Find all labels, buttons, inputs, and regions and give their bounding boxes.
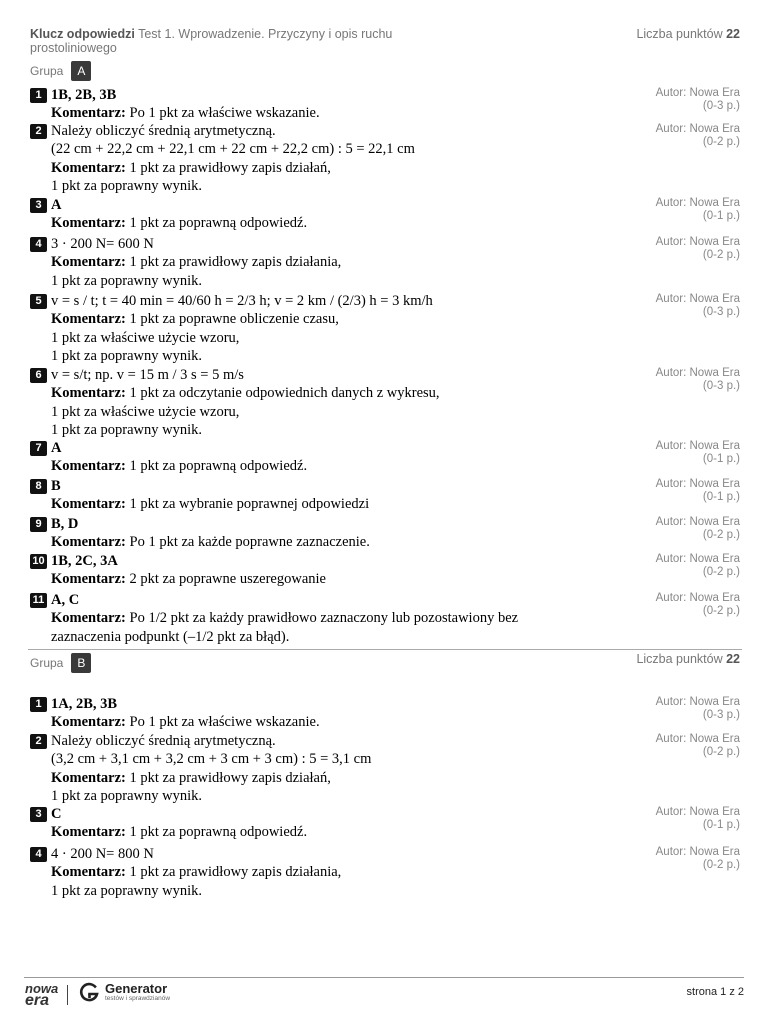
comment-text-line-2: 1 pkt za właściwe użycie wzoru, <box>51 403 240 420</box>
comment-text: 2 pkt za poprawne uszeregowanie <box>129 571 326 588</box>
points-range: (0-2 p.) <box>702 746 740 758</box>
question-number-badge: 11 <box>30 593 47 608</box>
question-number-badge: 2 <box>30 734 47 749</box>
points-range: (0-1 p.) <box>702 453 740 465</box>
question-number-badge: 1 <box>30 88 47 103</box>
question-3 <box>30 196 740 233</box>
comment-label: Komentarz: <box>51 769 126 786</box>
generator-logo <box>78 981 170 1003</box>
points-range: (0-2 p.) <box>702 859 740 871</box>
document-title <box>30 27 450 55</box>
author-label: Autor: Nowa Era <box>655 478 740 490</box>
author-label: Autor: Nowa Era <box>655 553 740 565</box>
question-b-4 <box>30 845 740 900</box>
answer-text: Należy obliczyć średnią arytmetyczną. <box>51 733 276 749</box>
comment-text-line-2: 1 pkt za poprawny wynik. <box>51 272 203 289</box>
footer-logo-divider <box>67 985 68 1005</box>
question-meta <box>656 478 740 504</box>
comment-label: Komentarz: <box>51 254 126 271</box>
question-number-badge: 4 <box>30 237 47 252</box>
points-range: (0-3 p.) <box>702 709 740 721</box>
page-header <box>30 27 740 55</box>
comment-label: Komentarz: <box>51 824 126 841</box>
author-label: Autor: Nowa Era <box>655 806 740 818</box>
comment-label: Komentarz: <box>51 571 126 588</box>
group-b-heading <box>30 653 91 673</box>
comment-text: Po 1/2 pkt za każdy prawidłowo zaznaczony lub pozostawiony bez <box>129 610 519 627</box>
comment-label: Komentarz: <box>51 311 126 328</box>
question-7 <box>30 439 740 476</box>
comment-text: Po 1 pkt za właściwe wskazanie. <box>129 105 320 122</box>
question-meta <box>656 553 740 579</box>
question-number-badge: 10 <box>30 554 47 569</box>
logo-nowa-text: nowa <box>25 981 59 996</box>
answer-text: 3 · 200 N= 600 N <box>51 236 154 252</box>
comment-text: 1 pkt za poprawną odpowiedź. <box>129 824 308 841</box>
comment-text-line-3: 1 pkt za poprawny wynik. <box>51 347 203 364</box>
answer-text: v = s / t; t = 40 min = 40/60 h = 2/3 h; v = 2 km / (2/3) h = 3 km/h <box>51 293 433 309</box>
generator-title: Generator <box>105 980 168 996</box>
answer-text-line-2: (22 cm + 22,2 cm + 22,1 cm + 22 cm + 22,2 cm) : 5 = 22,1 cm <box>51 141 415 158</box>
page-number: strona 1 z 2 <box>686 986 744 998</box>
question-b-3 <box>30 805 740 842</box>
points-range: (0-3 p.) <box>702 100 740 112</box>
points-range: (0-2 p.) <box>702 605 740 617</box>
total-points-value: 22 <box>726 27 740 41</box>
question-number-badge: 2 <box>30 124 47 139</box>
answer-key-label: Klucz odpowiedzi <box>30 27 135 41</box>
question-number-badge: 9 <box>30 517 47 532</box>
points-range: (0-1 p.) <box>702 819 740 831</box>
answer-text: A <box>51 440 62 456</box>
question-meta <box>656 367 740 393</box>
comment-text: 1 pkt za poprawną odpowiedź. <box>129 215 308 232</box>
question-number-badge: 7 <box>30 441 47 456</box>
question-number-badge: 5 <box>30 294 47 309</box>
footer-divider <box>24 977 744 978</box>
answer-text-line-2: (3,2 cm + 3,1 cm + 3,2 cm + 3 cm + 3 cm) : 5 = 3,1 cm <box>51 751 372 768</box>
comment-text: Po 1 pkt za właściwe wskazanie. <box>129 714 320 731</box>
question-meta <box>656 440 740 466</box>
author-label: Autor: Nowa Era <box>655 440 740 452</box>
author-label: Autor: Nowa Era <box>655 123 740 135</box>
total-points-label: Liczba punktów <box>636 27 723 41</box>
author-label: Autor: Nowa Era <box>655 733 740 745</box>
question-10 <box>30 552 740 589</box>
question-number-badge: 3 <box>30 807 47 822</box>
author-label: Autor: Nowa Era <box>655 293 740 305</box>
comment-text: 1 pkt za poprawne obliczenie czasu, <box>129 311 339 328</box>
group-letter-badge: A <box>71 61 91 81</box>
author-label: Autor: Nowa Era <box>655 236 740 248</box>
question-11 <box>30 591 740 646</box>
answer-text: 1B, 2C, 3A <box>51 553 118 569</box>
comment-label: Komentarz: <box>51 534 126 551</box>
author-label: Autor: Nowa Era <box>655 846 740 858</box>
author-label: Autor: Nowa Era <box>655 696 740 708</box>
answer-text: A, C <box>51 592 80 608</box>
comment-text: 1 pkt za wybranie poprawnej odpowiedzi <box>129 496 370 513</box>
comment-label: Komentarz: <box>51 159 126 176</box>
comment-text-line-2: 1 pkt za poprawny wynik. <box>51 787 203 804</box>
points-range: (0-2 p.) <box>702 136 740 148</box>
question-meta <box>656 87 740 113</box>
comment-label: Komentarz: <box>51 105 126 122</box>
question-5 <box>30 292 740 365</box>
comment-label: Komentarz: <box>51 864 126 881</box>
question-meta <box>656 846 740 872</box>
question-number-badge: 6 <box>30 368 47 383</box>
generator-subtitle: testów i sprawdzianów <box>105 994 171 1002</box>
answer-text: 1A, 2B, 3B <box>51 696 118 712</box>
comment-label: Komentarz: <box>51 458 126 475</box>
comment-text-line-2: 1 pkt za poprawny wynik. <box>51 882 203 899</box>
comment-text-line-3: 1 pkt za poprawny wynik. <box>51 421 203 438</box>
question-meta <box>656 516 740 542</box>
points-range: (0-3 p.) <box>702 306 740 318</box>
question-meta <box>656 696 740 722</box>
points-range: (0-1 p.) <box>702 491 740 503</box>
question-number-badge: 3 <box>30 198 47 213</box>
generator-g-icon <box>78 981 100 1003</box>
comment-label: Komentarz: <box>51 385 126 402</box>
question-1 <box>30 86 740 123</box>
comment-text: Po 1 pkt za każde poprawne zaznaczenie. <box>129 534 370 551</box>
comment-text: 1 pkt za prawidłowy zapis działań, <box>129 769 331 786</box>
question-6 <box>30 366 740 439</box>
comment-text-line-2: 1 pkt za właściwe użycie wzoru, <box>51 329 240 346</box>
answer-text: Należy obliczyć średnią arytmetyczną. <box>51 123 276 139</box>
question-b-2 <box>30 732 740 805</box>
question-meta <box>656 123 740 149</box>
group-separator <box>28 649 742 650</box>
question-number-badge: 1 <box>30 697 47 712</box>
points-range: (0-3 p.) <box>702 380 740 392</box>
group-label: Grupa <box>30 656 64 670</box>
comment-label: Komentarz: <box>51 714 126 731</box>
question-8 <box>30 477 740 514</box>
logo-era-text: era <box>25 992 50 1009</box>
comment-label: Komentarz: <box>51 496 126 513</box>
answer-text: B <box>51 478 61 494</box>
question-b-1 <box>30 695 740 732</box>
question-meta <box>656 806 740 832</box>
group-a-heading <box>30 61 91 81</box>
author-label: Autor: Nowa Era <box>655 367 740 379</box>
author-label: Autor: Nowa Era <box>655 592 740 604</box>
question-meta <box>656 592 740 618</box>
question-meta <box>656 236 740 262</box>
comment-text: 1 pkt za poprawną odpowiedź. <box>129 458 308 475</box>
answer-text: B, D <box>51 516 79 532</box>
test-title-continued: prostoliniowego <box>30 41 117 55</box>
comment-text: 1 pkt za odczytanie odpowiednich danych z wykresu, <box>129 385 440 402</box>
points-range: (0-1 p.) <box>702 210 740 222</box>
points-range: (0-2 p.) <box>702 566 740 578</box>
nowa-era-logo <box>25 983 58 1008</box>
total-points <box>636 27 740 41</box>
group-b-total-points <box>636 652 740 666</box>
total-points-label: Liczba punktów <box>636 652 723 666</box>
question-meta <box>656 197 740 223</box>
question-2 <box>30 122 740 195</box>
points-range: (0-2 p.) <box>702 529 740 541</box>
question-4 <box>30 235 740 290</box>
answer-text: 1B, 2B, 3B <box>51 87 117 103</box>
total-points-value: 22 <box>726 652 740 666</box>
group-letter-badge: B <box>71 653 91 673</box>
comment-text: 1 pkt za prawidłowy zapis działań, <box>129 159 331 176</box>
answer-text: v = s/t; np. v = 15 m / 3 s = 5 m/s <box>51 367 244 383</box>
answer-text: C <box>51 806 62 822</box>
answer-text: A <box>51 197 62 213</box>
author-label: Autor: Nowa Era <box>655 197 740 209</box>
comment-text-line-2: zaznaczenia podpunkt (–1/2 pkt za błąd). <box>51 628 290 645</box>
question-number-badge: 4 <box>30 847 47 862</box>
comment-text-line-2: 1 pkt za poprawny wynik. <box>51 177 203 194</box>
question-meta <box>656 293 740 319</box>
question-number-badge: 8 <box>30 479 47 494</box>
test-title: Test 1. Wprowadzenie. Przyczyny i opis ruchu <box>138 27 393 41</box>
author-label: Autor: Nowa Era <box>655 516 740 528</box>
points-range: (0-2 p.) <box>702 249 740 261</box>
question-9 <box>30 515 740 552</box>
comment-text: 1 pkt za prawidłowy zapis działania, <box>129 864 342 881</box>
group-label: Grupa <box>30 64 64 78</box>
comment-label: Komentarz: <box>51 610 126 627</box>
comment-label: Komentarz: <box>51 215 126 232</box>
question-meta <box>656 733 740 759</box>
comment-text: 1 pkt za prawidłowy zapis działania, <box>129 254 342 271</box>
author-label: Autor: Nowa Era <box>655 87 740 99</box>
answer-text: 4 · 200 N= 800 N <box>51 846 154 862</box>
